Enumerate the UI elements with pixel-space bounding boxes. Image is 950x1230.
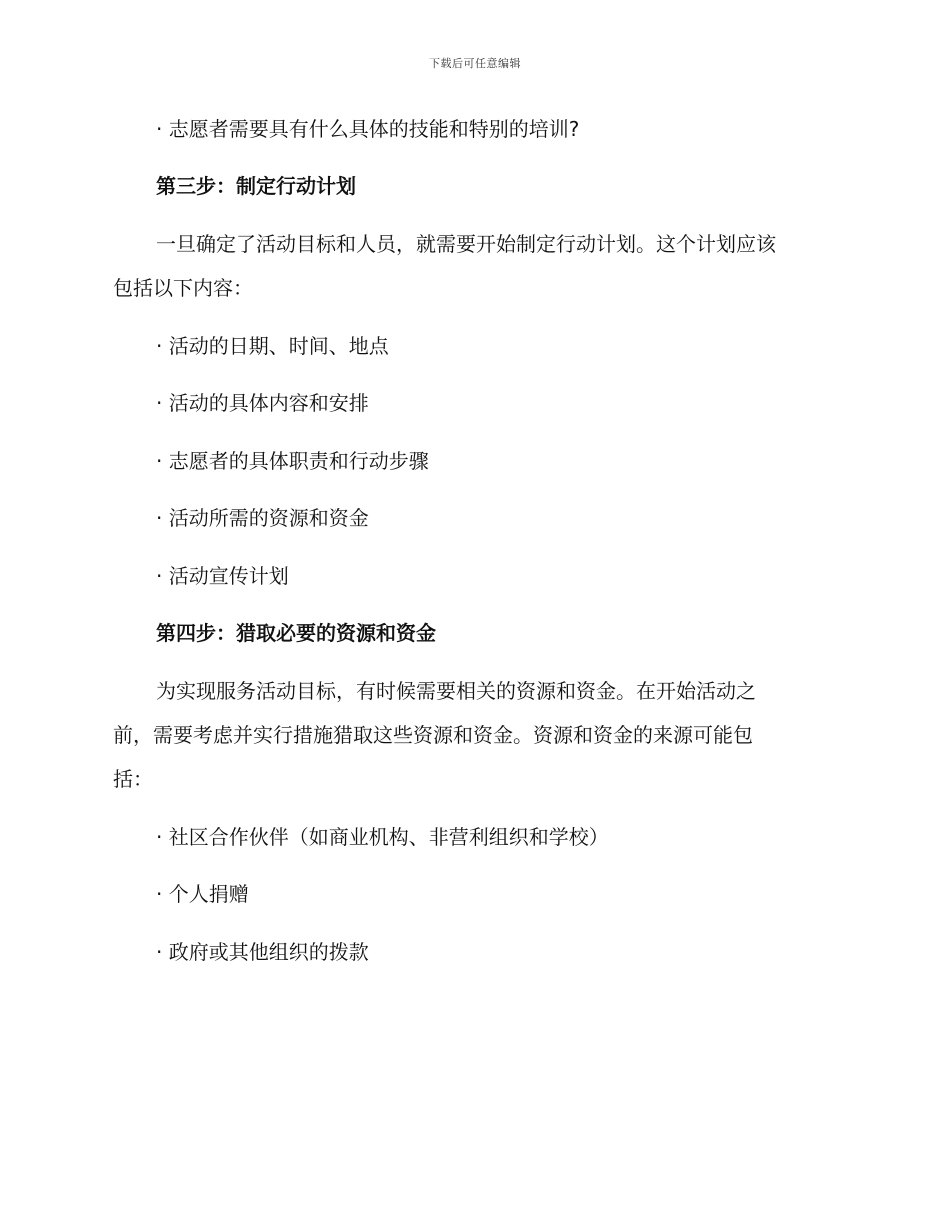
paragraph-step-3-line-1: 一旦确定了活动目标和人员，就需要开始制定行动计划。这个计划应该 [156, 232, 776, 256]
list-item: · 志愿者的具体职责和行动步骤 [156, 449, 429, 473]
paragraph-step-3-line-2: 包括以下内容： [113, 276, 253, 300]
list-item: · 社区合作伙伴（如商业机构、非营利组织和学校） [156, 825, 609, 849]
list-item: · 政府或其他组织的拨款 [156, 940, 369, 964]
heading-step-3: 第三步：制定行动计划 [156, 174, 356, 198]
heading-step-4: 第四步：猎取必要的资源和资金 [156, 621, 436, 645]
paragraph-step-4-line-1: 为实现服务活动目标，有时候需要相关的资源和资金。在开始活动之 [156, 679, 756, 703]
list-item: · 活动的日期、时间、地点 [156, 334, 389, 358]
list-item: · 个人捐赠 [156, 882, 249, 906]
paragraph-step-4-line-3: 括： [113, 767, 153, 791]
paragraph-step-4-line-2: 前，需要考虑并实行措施猎取这些资源和资金。资源和资金的来源可能包 [113, 723, 753, 747]
list-item: · 活动的具体内容和安排 [156, 391, 369, 415]
list-item: · 活动所需的资源和资金 [156, 506, 369, 530]
bullet-volunteer-skills: · 志愿者需要具有什么具体的技能和特别的培训? [156, 117, 580, 141]
page-header: 下载后可任意编辑 [429, 57, 521, 70]
list-item: · 活动宣传计划 [156, 564, 289, 588]
